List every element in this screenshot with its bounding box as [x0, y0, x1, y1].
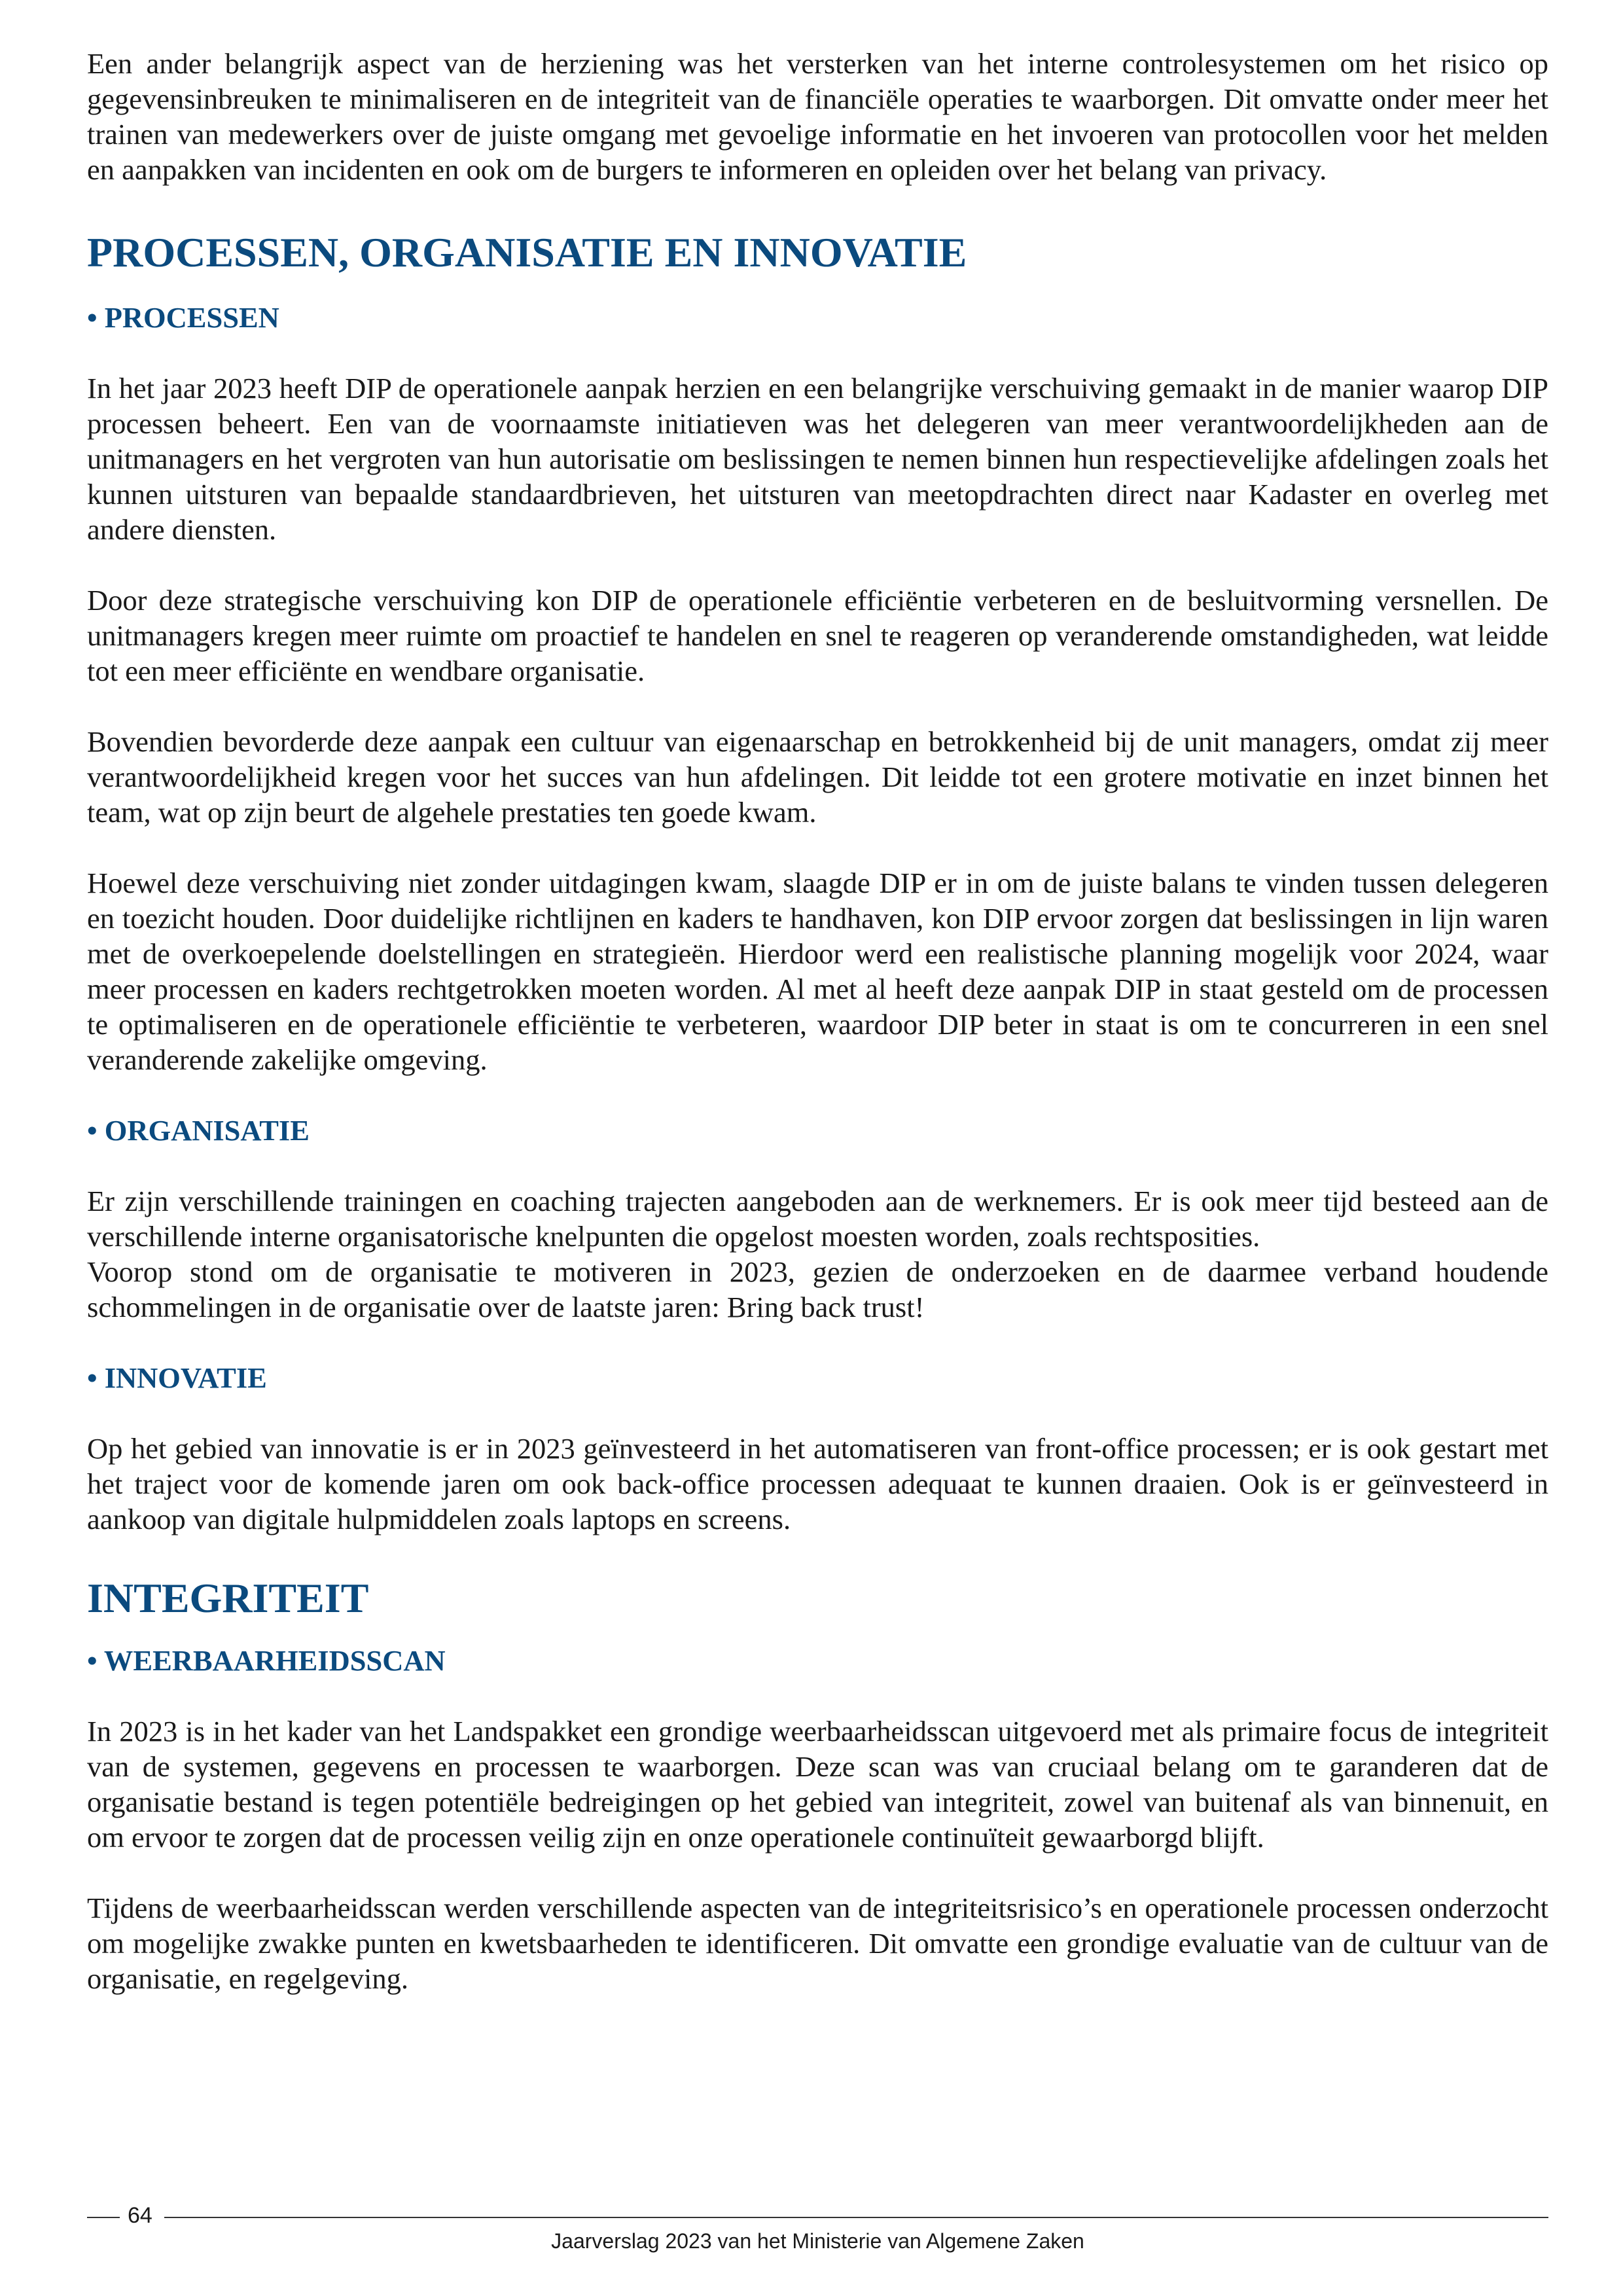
processen-paragraph-4: Hoewel deze verschuiving niet zonder uitdagingen kwam, slaagde DIP er in om de juiste balans te vinden tussen delegeren en toezicht houden. Door duidelijke richtlijnen en kaders te handhaven, kon DIP ervoor zorgen dat beslissingen in lijn waren met de overkoepelende doelstellingen en strategieën. Hierdoor werd een realistische planning mogelijk voor 2024, waar meer processen en kaders rechtgetrokken moeten worden. Al met al heeft deze aanpak DIP in staat gesteld om de processen te optimaliseren en de operationele efficiëntie te verbeteren, waardoor DIP beter in staat is om te concurreren in een snel veranderende zakelijke omgeving. [87, 867, 1548, 1076]
section-title-processen-organisatie-innovatie: PROCESSEN, ORGANISATIE EN INNOVATIE [87, 229, 967, 276]
subheading-processen: • PROCESSEN [87, 301, 279, 334]
footer-caption: Jaarverslag 2023 van het Ministerie van Algemene Zaken [551, 2229, 1084, 2253]
footer-dash [87, 2217, 120, 2218]
subheading-innovatie: • INNOVATIE [87, 1361, 267, 1394]
page-footer [87, 2199, 1548, 2258]
organisatie-paragraph-1: Er zijn verschillende trainingen en coaching trajecten aangeboden aan de werknemers. Er is ook meer tijd besteed aan de verschillende interne organisatorische knelpunten die opgelost moesten worden, zoals rechtsposities. [87, 1185, 1548, 1253]
section-title-integriteit: INTEGRITEIT [87, 1575, 369, 1621]
innovatie-paragraph: Op het gebied van innovatie is er in 2023 geïnvesteerd in het automatiseren van front-office processen; er is ook gestart met het traject voor de komende jaren om ook back-office processen adequaat te kunnen draaien. Ook is er geïnvesteerd in aankoop van digitale hulpmiddelen zoals laptops en screens. [87, 1432, 1548, 1535]
page-number: 64 [128, 2203, 152, 2228]
processen-paragraph-2: Door deze strategische verschuiving kon DIP de operationele efficiëntie verbeteren en de besluitvorming versnellen. De unitmanagers kregen meer ruimte om proactief te handelen en snel te reageren op veranderende omstandigheden, wat leidde tot een meer efficiënte en wendbare organisatie. [87, 584, 1548, 687]
organisatie-paragraph-2: Voorop stond om de organisatie te motiveren in 2023, gezien de onderzoeken en de daarmee verband houdende schommelingen in de organisatie over de laatste jaren: Bring back trust! [87, 1255, 1548, 1323]
weerbaarheidsscan-paragraph-1: In 2023 is in het kader van het Landspakket een grondige weerbaarheidsscan uitgevoerd met als primaire focus de integriteit van de systemen, gegevens en processen te waarborgen. Deze scan was van cruciaal belang om te garanderen dat de organisatie bestand is tegen potentiële bedreigingen op het gebied van integriteit, zowel van buitenaf als van binnenuit, en om ervoor te zorgen dat de processen veilig zijn en onze operationele continuïteit gewaarborgd blijft. [87, 1715, 1548, 1854]
weerbaarheidsscan-paragraph-2: Tijdens de weerbaarheidsscan werden verschillende aspecten van de integriteitsrisico’s en operationele processen onderzocht om mogelijke zwakke punten en kwetsbaarheden te identificeren. Dit omvatte een grondige evaluatie van de cultuur van de organisatie, en regelgeving. [87, 1892, 1548, 1995]
subheading-organisatie: • ORGANISATIE [87, 1114, 310, 1147]
page-content [87, 46, 1548, 1996]
processen-paragraph-1: In het jaar 2023 heeft DIP de operationele aanpak herzien en een belangrijke verschuiving gemaakt in de manier waarop DIP processen beheert. Een van de voornaamste initiatieven was het delegeren van meer verantwoordelijkheden aan de unitmanagers en het vergroten van hun autorisatie om beslissingen te nemen binnen hun respectievelijke afdelingen zoals het kunnen uitsturen van bepaalde standaardbrieven, het uitsturen van meetopdrachten direct naar Kadaster en overleg met andere diensten. [87, 372, 1548, 546]
footer-rule [164, 2217, 1548, 2218]
subheading-weerbaarheidsscan: • WEERBAARHEIDSSCAN [87, 1644, 446, 1677]
intro-paragraph: Een ander belangrijk aspect van de herziening was het versterken van het interne controlesystemen om het risico op gegevensinbreuken te minimaliseren en de integriteit van de financiële operaties te waarborgen. Dit omvatte onder meer het trainen van medewerkers over de juiste omgang met gevoelige informatie en het invoeren van protocollen voor het melden en aanpakken van incidenten en ook om de burgers te informeren en opleiden over het belang van privacy. [87, 47, 1548, 186]
processen-paragraph-3: Bovendien bevorderde deze aanpak een cultuur van eigenaarschap en betrokkenheid bij de unit managers, omdat zij meer verantwoordelijkheid kregen voor het succes van hun afdelingen. Dit leidde tot een grotere motivatie en inzet binnen het team, wat op zijn beurt de algehele prestaties ten goede kwam. [87, 725, 1548, 829]
